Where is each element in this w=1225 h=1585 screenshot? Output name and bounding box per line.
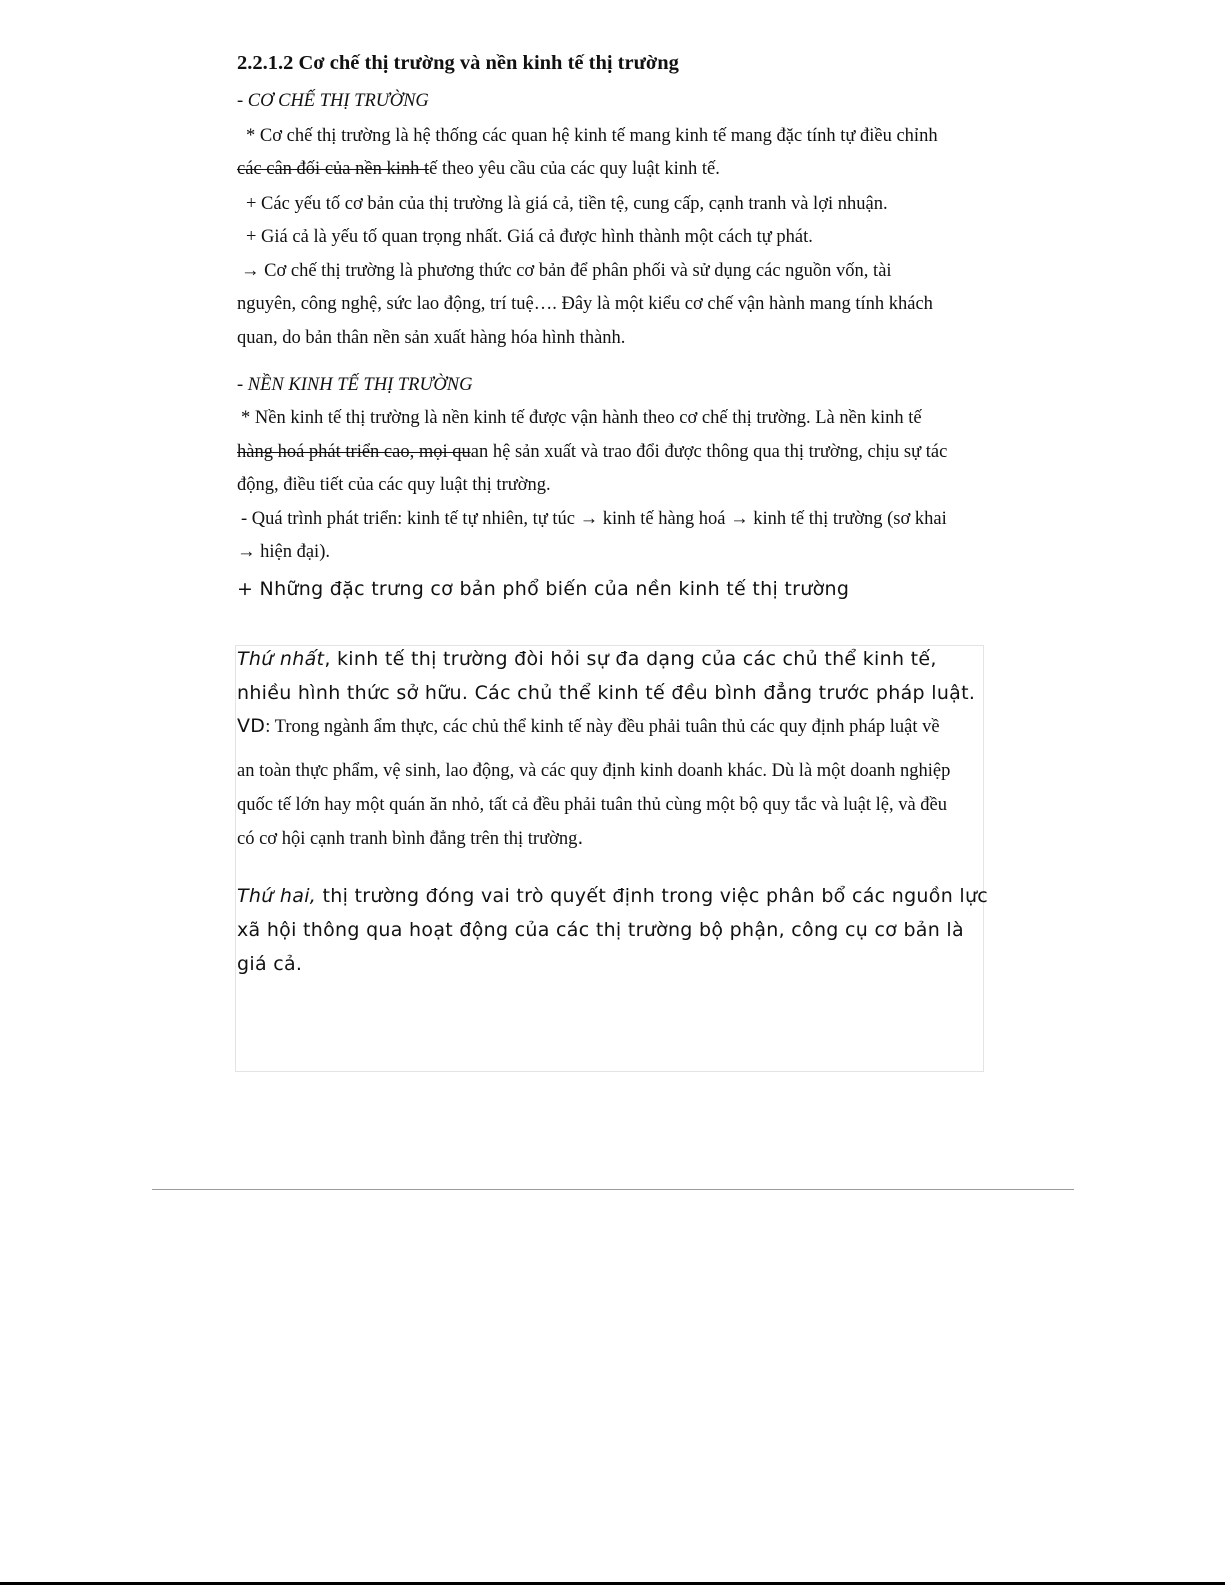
second-feature-line1 (237, 887, 988, 906)
development-process-line2: → hiện đại). (237, 542, 330, 562)
example-line1 (237, 717, 940, 737)
example-period: . (577, 827, 584, 849)
price-line: + Giá cả là yếu tố quan trọng nhất. Giá cả được hình thành một cách tự phát. (246, 227, 813, 247)
conclusion-line2: nguyên, công nghệ, sức lao động, trí tuệ…. Đây là một kiểu cơ chế vận hành mang tính khách (237, 294, 933, 314)
struck-text: các cân đối của nền kinh t (237, 159, 430, 179)
market-economy-definition-line1: * Nền kinh tế thị trường là nền kinh tế được vận hành theo cơ chế thị trường. Là nền kinh tế (241, 408, 922, 428)
market-economy-title: - NỀN KINH TẾ THỊ TRƯỜNG (237, 375, 473, 395)
text-box[interactable] (235, 645, 984, 1072)
example-line3: quốc tế lớn hay một quán ăn nhỏ, tất cả đều phải tuân thủ cùng một bộ quy tắc và luật lệ, và đều (237, 795, 948, 815)
development-process-line1: - Quá trình phát triển: kinh tế tự nhiên, tự túc → kinh tế hàng hoá → kinh tế thị trường (sơ khai (241, 509, 947, 529)
example-line4 (237, 829, 584, 849)
market-economy-definition-line2 (237, 443, 947, 462)
conclusion-line1: → Cơ chế thị trường là phương thức cơ bản để phân phối và sử dụng các nguồn vốn, tài (241, 261, 892, 281)
second-feature-line3: giá cả. (237, 953, 303, 975)
features-heading: + Những đặc trưng cơ bản phổ biến của nền kinh tế thị trường (237, 578, 850, 600)
first-text: , kinh tế thị trường đòi hỏi sự đa dạng của các chủ thể kinh tế, (324, 648, 937, 670)
second-text: thị trường đóng vai trò quyết định trong việc phân bổ các nguồn lực (316, 885, 989, 907)
example-text: : Trong ngành ẩm thực, các chủ thể kinh tế này đều phải tuân thủ các quy định pháp luật về (265, 717, 940, 737)
example-text: có cơ hội cạnh tranh bình đẳng trên thị trường (237, 829, 578, 849)
market-mechanism-definition-line1: * Cơ chế thị trường là hệ thống các quan hệ kinh tế mang kinh tế mang đặc tính tự điều chỉnh (246, 126, 938, 146)
market-economy-definition-line3: động, điều tiết của các quy luật thị trường. (237, 475, 551, 495)
first-feature-line1 (237, 650, 937, 669)
market-mechanism-title: - CƠ CHẾ THỊ TRƯỜNG (237, 91, 429, 111)
market-factors-line: + Các yếu tố cơ bản của thị trường là giá cả, tiền tệ, cung cấp, cạnh tranh và lợi nhuận. (246, 194, 888, 214)
definition-text: ế theo yêu cầu của các quy luật kinh tế. (429, 159, 720, 179)
example-label: VD (237, 715, 266, 737)
second-label: Thứ hai, (237, 885, 317, 907)
conclusion-line3: quan, do bản thân nền sản xuất hàng hóa hình thành. (237, 328, 626, 348)
struck-text: hàng hoá phát triển cao, mọi qu (237, 442, 471, 462)
market-mechanism-definition-line2 (237, 160, 720, 179)
second-feature-line2: xã hội thông qua hoạt động của các thị trường bộ phận, công cụ cơ bản là (237, 919, 964, 941)
section-heading: 2.2.1.2 Cơ chế thị trường và nền kinh tế thị trường (237, 52, 679, 74)
first-feature-line2: nhiều hình thức sở hữu. Các chủ thể kinh tế đều bình đẳng trước pháp luật. (237, 682, 976, 704)
definition-text: an hệ sản xuất và trao đổi được thông qua thị trường, chịu sự tác (470, 442, 948, 462)
example-line2: an toàn thực phẩm, vệ sinh, lao động, và các quy định kinh doanh khác. Dù là một doanh nghiệp (237, 761, 951, 781)
first-label: Thứ nhất (237, 648, 325, 670)
page-divider (152, 1189, 1074, 1190)
